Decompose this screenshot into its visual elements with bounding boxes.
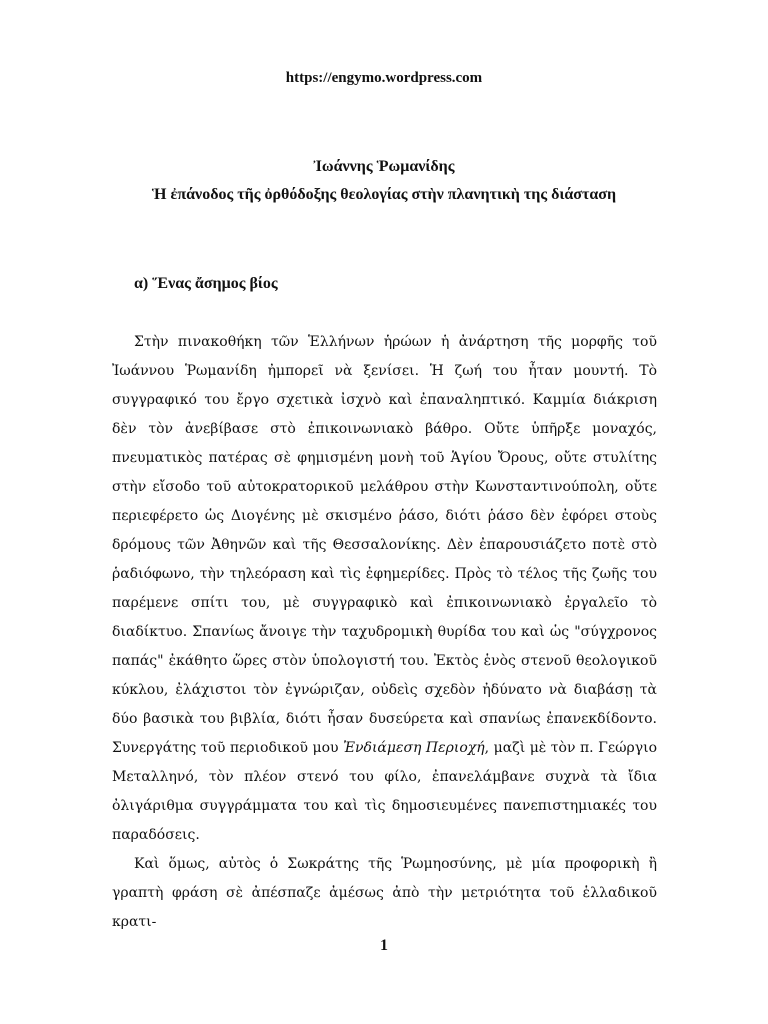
paragraph-1-part-1: Στὴν πινακοθήκη τῶν Ἑλλήνων ἡρώων ἡ ἀνάρτηση τῆς μορφῆς τοῦ Ἰωάννου Ῥωμανίδη ἠμπορεῖ νὰ ξενίσει. Ἡ ζωή του ἦταν μουντή. Τὸ συγγραφικό του ἔργο σχετικὰ ἰσχνὸ καὶ ἐπαναληπτικό. Καμμία διάκριση δὲν τὸν ἀνεβίβασε στὸ ἐπικοινωνιακὸ βάθρο. Οὔτε ὑπῆρξε μοναχός, πνευματικὸς πατέρας σὲ φημισμένη μονὴ τοῦ Ἁγίου Ὄρους, οὔτε στυλίτης στὴν εἴσοδο τοῦ αὐτοκρατορικοῦ μελάθρου στὴν Κωνσταντινούπολη, οὔτε περιεφέρετο ὡς Διογένης μὲ σκισμένο ῥάσο, διότι ῥάσο δὲν ἐφόρει στοὺς δρόμους τῶν Ἀθηνῶν καὶ τῆς Θεσσαλονίκης. Δὲν ἐπαρουσιάζετο ποτὲ στὸ ῥαδιόφωνο, τὴν τηλεόραση καὶ τὶς ἐφημερίδες. Πρὸς τὸ τέλος τῆς ζωῆς του παρέμενε σπίτι του, μὲ συγγραφικὸ καὶ ἐπικοινωνιακὸ ἐργαλεῖο τὸ διαδίκτυο. Σπανίως ἄνοιγε τὴν ταχυδρομικὴ θυρίδα του καὶ ὡς "σύγχρονος παπάς" ἐκάθητο ὥρες στὸν ὑπολογιστή του. Ἐκτὸς ἑνὸς στενοῦ θεολογικοῦ κύκλου, ἐλάχιστοι τὸν ἐγνώριζαν, οὐδεὶς σχεδὸν ἠδύνατο νὰ διαβάσῃ τὰ δύο βασικὰ του βιβλία, διότι ἦσαν δυσεύρετα καὶ σπανίως ἐπανεκδίδοντο. Συνεργάτης τοῦ περιοδικοῦ μου xyxy=(112,334,657,756)
paragraph-1-part-2: , μαζὶ μὲ τὸν π. Γεώργιο Μεταλληνό, τὸν πλέον στενό του φίλο, ἐπανελάμβανε συχνὰ τὰ ἴδια ὀλιγάριθμα συγγράμματα του καὶ τὶς δημοσιευμένες πανεπιστημιακές του παραδόσεις. xyxy=(112,740,657,843)
journal-name: Ἐνδιάμεση Περιοχή xyxy=(343,740,485,756)
body-text xyxy=(112,328,657,937)
author-name: Ἰωάννης Ῥωμανίδης xyxy=(313,158,455,175)
source-url[interactable]: https://engymo.wordpress.com xyxy=(285,70,483,86)
paragraph-1 xyxy=(112,328,657,850)
section-heading: α) Ἕνας ἄσημος βίος xyxy=(134,275,278,292)
page-number: 1 xyxy=(380,937,388,954)
article-title: Ἡ ἐπάνοδος τῆς ὀρθόδοξης θεολογίας στὴν πλανητικὴ της διάσταση xyxy=(151,186,617,203)
paragraph-2: Καὶ ὅμως, αὐτὸς ὁ Σωκράτης τῆς Ῥωμηοσύνης, μὲ μία προφορικὴ ἢ γραπτὴ φράση σὲ ἀπέσπαζε ἀμέσως ἀπὸ τὴν μετριότητα τοῦ ἑλλαδικοῦ κρατι- xyxy=(112,856,657,930)
